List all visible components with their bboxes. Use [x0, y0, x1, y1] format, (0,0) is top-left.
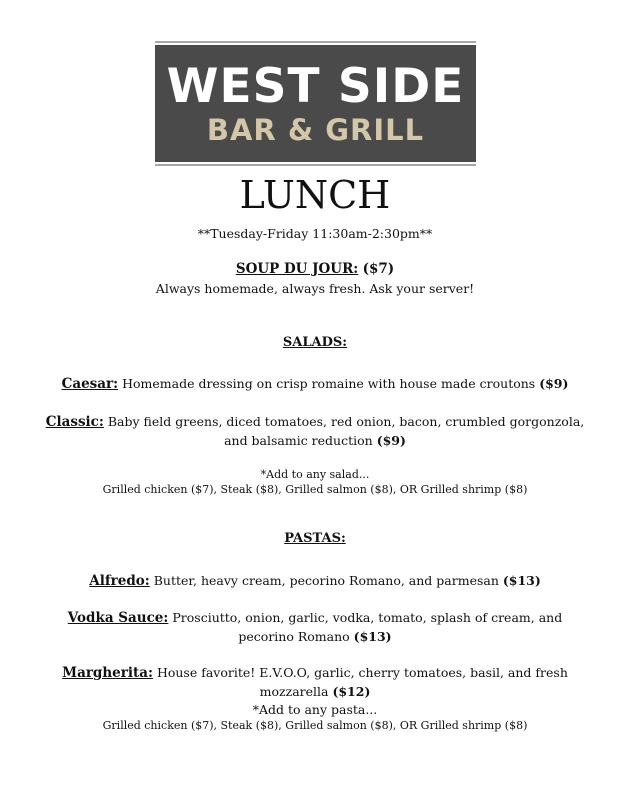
item-price: ($9) [539, 376, 569, 391]
soup-heading [0, 261, 630, 277]
item-name: Caesar: [61, 376, 119, 392]
menu-item-classic [0, 412, 630, 432]
lunch-hours: **Tuesday-Friday 11:30am-2:30pm** [197, 226, 433, 241]
item-description: Butter, heavy cream, pecorino Romano, and parmesan [149, 573, 503, 588]
item-name: Alfredo: [89, 573, 150, 589]
menu-item-margherita [0, 663, 630, 683]
soup-name: SOUP DU JOUR: [235, 261, 359, 277]
item-name: Margherita: [62, 665, 153, 681]
item-description: Prosciutto, onion, garlic, vodka, tomato, splash of cream, and [168, 610, 563, 625]
menu-item-margherita-line2 [0, 682, 630, 701]
item-description: Homemade dressing on crisp romaine with house made croutons [118, 376, 540, 391]
salad-addon-intro: *Add to any salad... [260, 468, 370, 481]
menu-title: LUNCH [239, 173, 391, 217]
item-name: Classic: [45, 414, 104, 430]
menu-item-vodka-sauce-line2 [0, 627, 630, 646]
pastas-heading: PASTAS: [284, 531, 346, 546]
restaurant-logo [155, 41, 476, 166]
menu-item-vodka-sauce [0, 608, 630, 628]
menu-item-alfredo [0, 571, 630, 591]
logo-line-bar-grill: BAR & GRILL [206, 112, 425, 147]
item-description: House favorite! E.V.O.O, garlic, cherry tomatoes, basil, and fresh [152, 665, 568, 680]
soup-price: ($7) [362, 261, 395, 277]
item-name: Vodka Sauce: [67, 610, 169, 626]
salads-heading: SALADS: [282, 335, 348, 350]
salad-addon-options: Grilled chicken ($7), Steak ($8), Grilled salmon ($8), OR Grilled shrimp ($8) [102, 483, 528, 496]
item-description: Baby field greens, diced tomatoes, red onion, bacon, crumbled gorgonzola, [103, 414, 585, 429]
item-description: pecorino Romano [238, 629, 354, 644]
soup-description: Always homemade, always fresh. Ask your server! [155, 281, 475, 296]
item-description: mozzarella [259, 684, 333, 699]
item-description: and balsamic reduction [224, 433, 377, 448]
pasta-addon-options: Grilled chicken ($7), Steak ($8), Grilled salmon ($8), OR Grilled shrimp ($8) [102, 719, 528, 732]
logo-panel [155, 45, 476, 162]
item-price: ($13) [353, 629, 392, 644]
item-price: ($13) [502, 573, 541, 588]
menu-item-caesar [0, 374, 630, 394]
menu-item-classic-line2 [0, 431, 630, 450]
item-price: ($12) [332, 684, 371, 699]
item-price: ($9) [376, 433, 406, 448]
pasta-addon-intro: *Add to any pasta... [252, 702, 378, 717]
logo-line-west-side: WEST SIDE [166, 58, 465, 114]
